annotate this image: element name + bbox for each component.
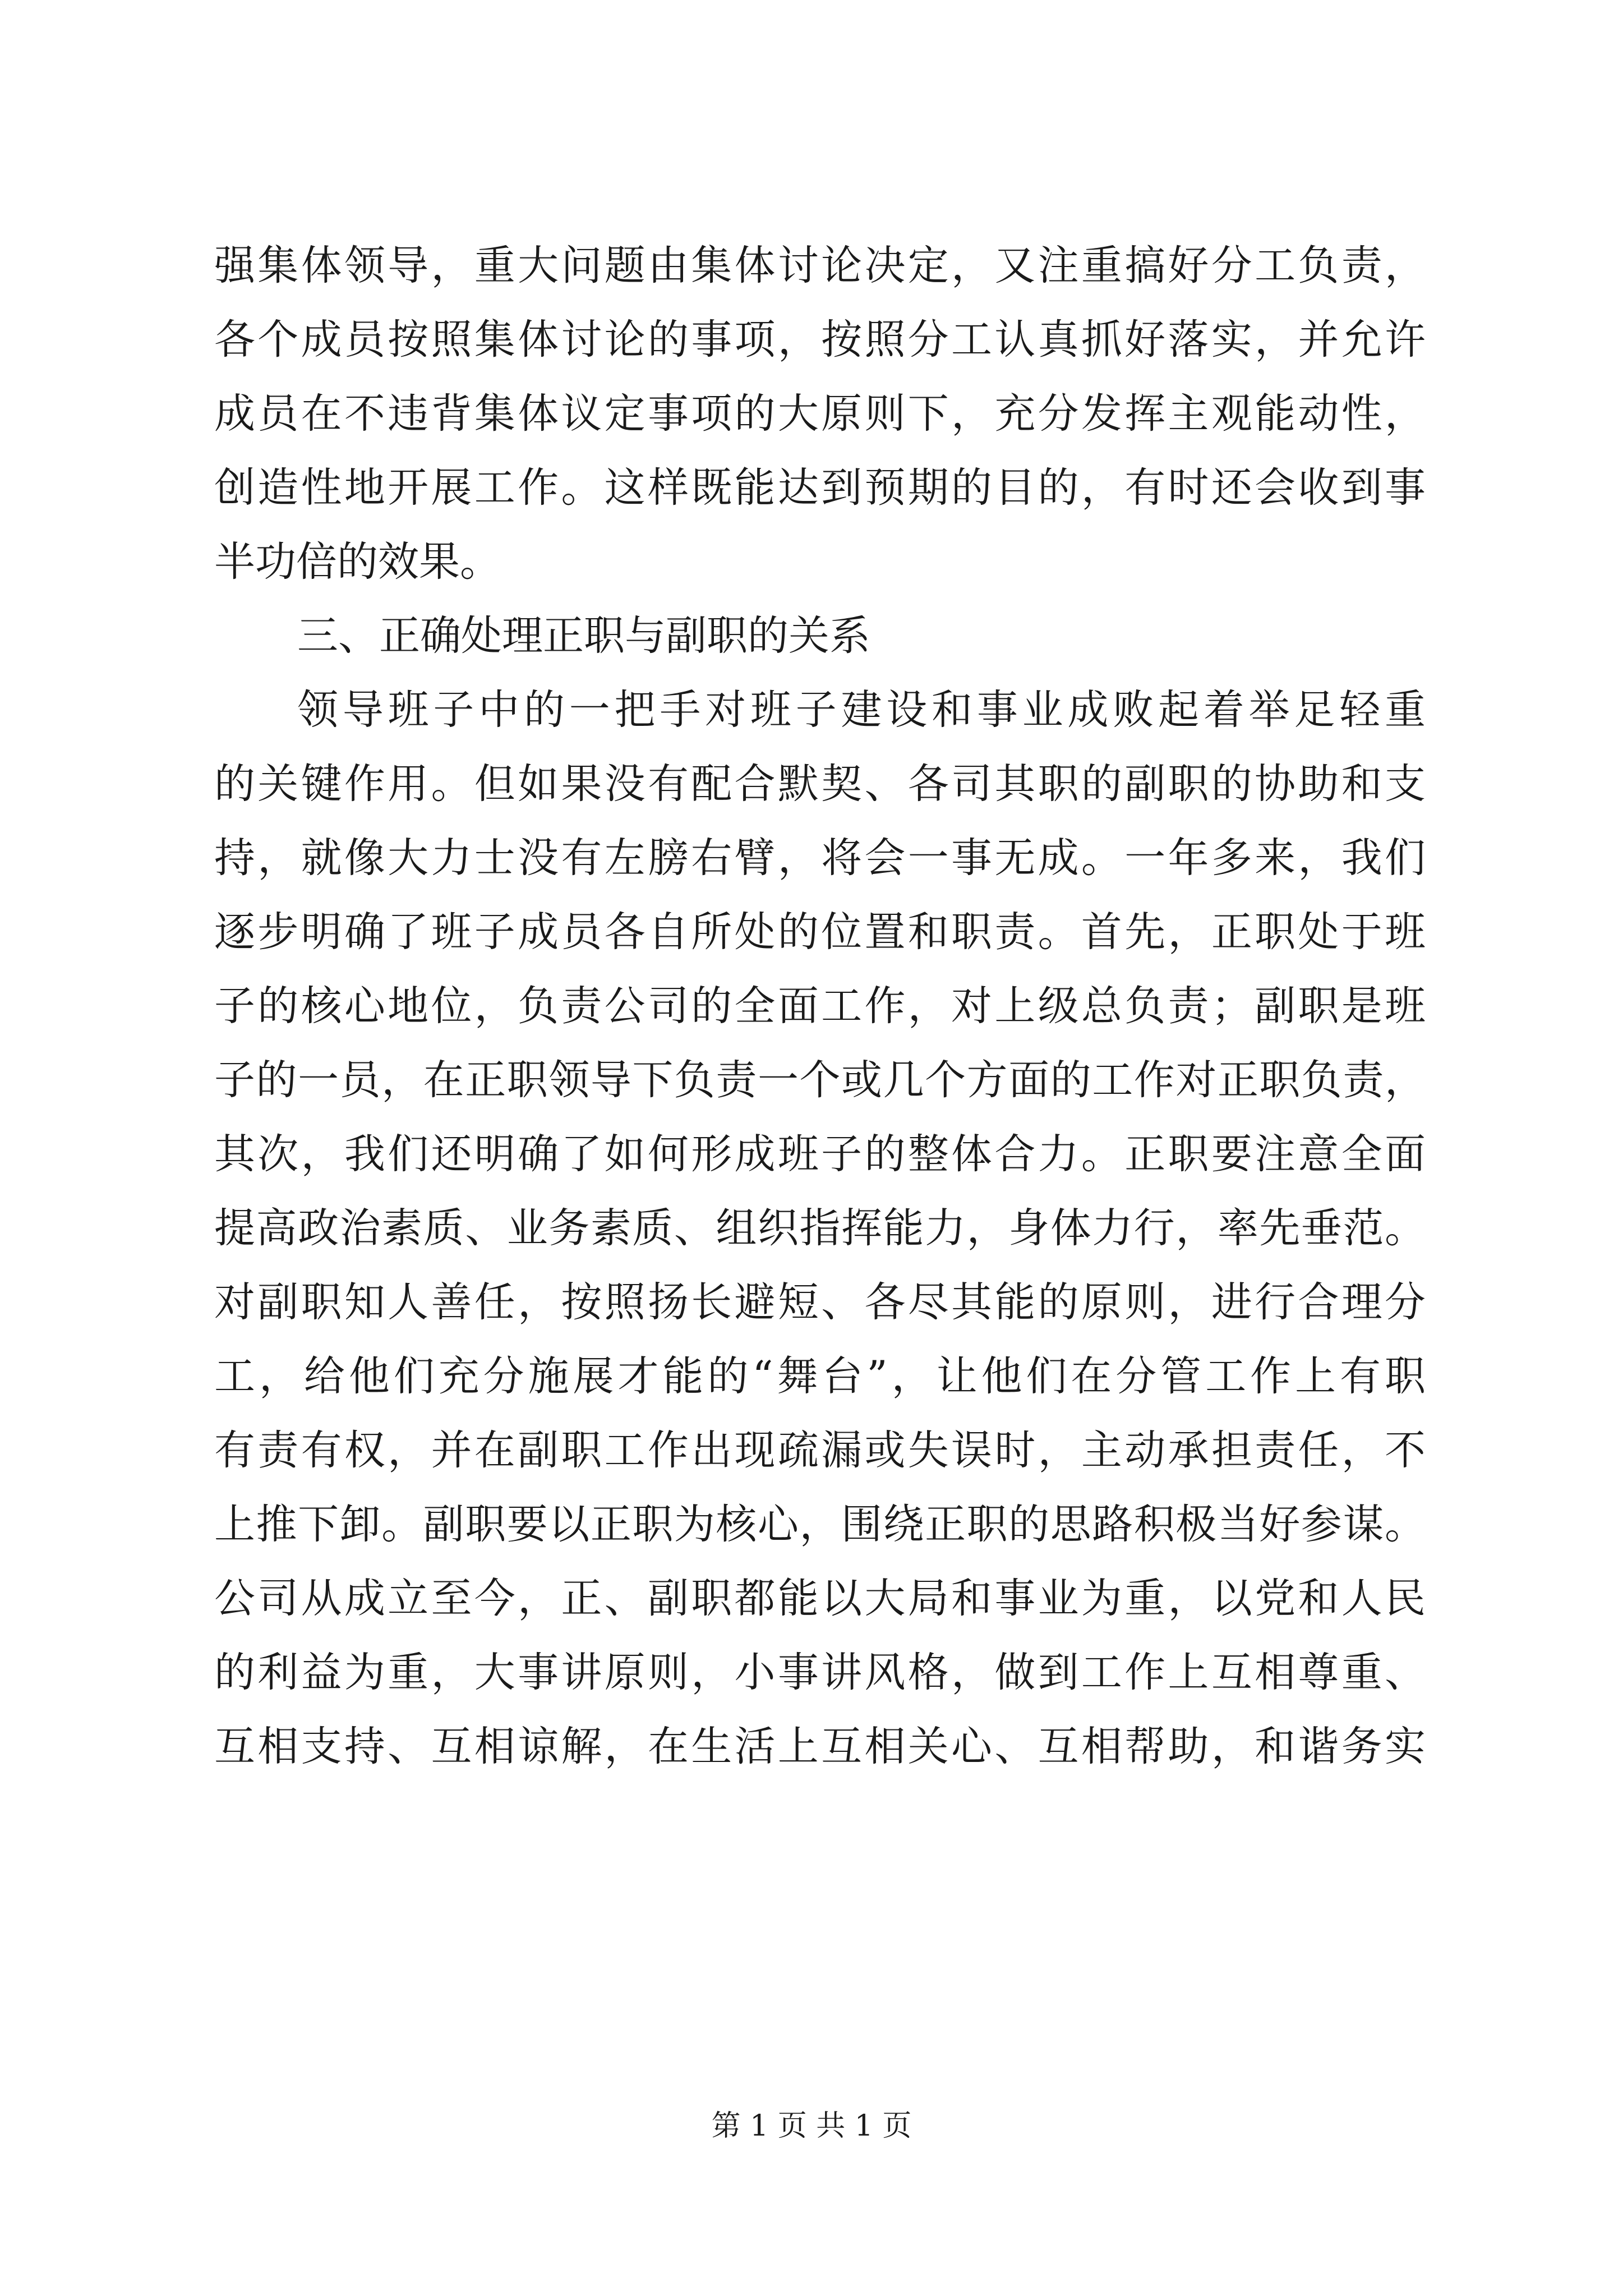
body-text-line: 互相支持、互相谅解，在生活上互相关心、互相帮助，和谐务实	[214, 1723, 1426, 1770]
body-text-line: 创造性地开展工作。这样既能达到预期的目的，有时还会收到事	[214, 464, 1426, 512]
body-text-line: 子的核心地位，负责公司的全面工作，对上级总负责；副职是班	[214, 982, 1426, 1030]
body-text-line: 成员在不违背集体议定事项的大原则下，充分发挥主观能动性，	[214, 390, 1426, 438]
body-text-line: 公司从成立至今，正、副职都能以大局和事业为重，以党和人民	[214, 1575, 1426, 1622]
body-text-line: 的关键作用。但如果没有配合默契、各司其职的副职的协助和支	[214, 760, 1426, 808]
body-text-line: 工，给他们充分施展才能的“舞台”，让他们在分管工作上有职	[214, 1352, 1426, 1400]
body-text-line: 其次，我们还明确了如何形成班子的整体合力。正职要注意全面	[214, 1130, 1426, 1178]
body-text-line: 强集体领导，重大问题由集体讨论决定，又注重搞好分工负责，	[214, 242, 1426, 289]
body-text-line: 各个成员按照集体讨论的事项，按照分工认真抓好落实，并允许	[214, 316, 1426, 364]
body-text-line: 对副职知人善任，按照扬长避短、各尽其能的原则，进行合理分	[214, 1278, 1426, 1326]
body-text-line: 子的一员，在正职领导下负责一个或几个方面的工作对正职负责，	[214, 1056, 1426, 1104]
body-text-line: 领导班子中的一把手对班子建设和事业成败起着举足轻重	[297, 686, 1426, 734]
body-text-line: 半功倍的效果。	[214, 538, 501, 586]
body-text-line: 的利益为重，大事讲原则，小事讲风格，做到工作上互相尊重、	[214, 1649, 1426, 1696]
body-text-line: 上推下卸。副职要以正职为核心，围绕正职的思路积极当好参谋。	[214, 1501, 1426, 1548]
body-text-line: 提高政治素质、业务素质、组织指挥能力，身体力行，率先垂范。	[214, 1204, 1426, 1252]
body-text-line: 有责有权，并在副职工作出现疏漏或失误时，主动承担责任，不	[214, 1427, 1426, 1474]
section-heading: 三、正确处理正职与副职的关系	[297, 612, 870, 660]
page-number-footer: 第 1 页 共 1 页	[711, 2109, 912, 2143]
body-text-line: 逐步明确了班子成员各自所处的位置和职责。首先，正职处于班	[214, 908, 1426, 956]
body-text-line: 持，就像大力士没有左膀右臂，将会一事无成。一年多来，我们	[214, 834, 1426, 882]
